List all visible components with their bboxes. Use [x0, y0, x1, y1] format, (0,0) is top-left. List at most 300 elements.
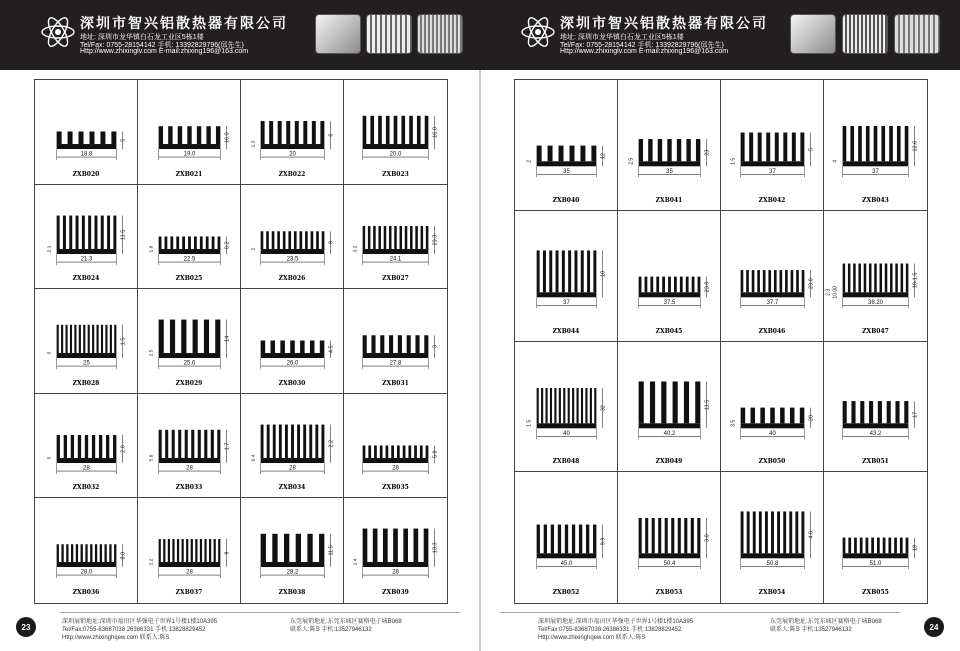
product-cell	[515, 342, 618, 473]
heatsink-base	[363, 458, 429, 463]
dimension-label: 2.5	[148, 349, 155, 357]
heatsink-fin	[650, 381, 655, 423]
product-cell	[241, 289, 344, 394]
heatsink-fin	[415, 226, 418, 249]
heatsink-fin	[380, 335, 384, 353]
heatsink-fin	[906, 263, 909, 292]
heatsink-fin	[261, 121, 265, 144]
heatsink-fin	[537, 146, 542, 162]
heatsink-base	[843, 423, 909, 428]
heatsink-fin	[204, 320, 209, 353]
product-code: ZXB033	[175, 484, 203, 492]
heatsink-base	[57, 353, 117, 358]
heatsink-fin	[104, 545, 106, 563]
heatsink-fin	[216, 126, 220, 144]
heatsink-fin	[405, 226, 408, 249]
heatsink-fin	[888, 538, 891, 554]
heatsink-fin	[586, 525, 589, 554]
product-code: ZXB040	[552, 196, 580, 204]
heatsink-fin	[305, 231, 308, 249]
heatsink-fin	[316, 231, 319, 249]
product-cell	[344, 498, 447, 603]
heatsink-fin	[426, 445, 429, 458]
dimension-label: 28	[186, 569, 193, 576]
heatsink-fin	[581, 387, 583, 422]
heatsink-fin	[363, 226, 366, 249]
heatsink-base	[537, 292, 597, 297]
heatsink-profile	[35, 80, 138, 185]
heatsink-fin	[765, 512, 768, 554]
heatsink-base	[261, 249, 325, 254]
heatsink-fin	[294, 231, 297, 249]
heatsink-fin	[671, 518, 674, 553]
heatsink-fin	[374, 445, 377, 458]
heatsink-fin	[680, 276, 683, 292]
heatsink-fin	[206, 126, 210, 144]
product-cell	[138, 289, 241, 394]
heatsink-base	[639, 554, 701, 559]
heatsink-profile	[35, 289, 138, 394]
heatsink-fin	[770, 407, 775, 423]
dimension-label: 24.1	[389, 256, 402, 263]
product-code: ZXB043	[862, 196, 889, 204]
heatsink-fin	[677, 139, 681, 161]
dimension-label: 25	[83, 360, 90, 367]
heatsink-profile	[241, 80, 344, 185]
product-cell	[35, 498, 138, 603]
heatsink-profile	[618, 472, 721, 603]
heatsink-fin	[871, 538, 874, 554]
heatsink-fin	[159, 539, 161, 562]
heatsink-base	[843, 292, 909, 297]
heatsink-fin	[665, 518, 668, 553]
heatsink-fin	[311, 231, 314, 249]
heatsink-fin	[85, 435, 88, 458]
product-code: ZXB054	[758, 589, 786, 596]
heatsink-fin	[785, 270, 788, 292]
heatsink-fin	[673, 381, 678, 423]
heatsink-fin	[658, 518, 661, 553]
heatsink-fin	[295, 121, 299, 144]
atom-logo-icon	[40, 14, 76, 50]
heatsink-fin	[214, 539, 216, 562]
heatsink-fin	[300, 341, 305, 354]
heatsink-fin	[191, 430, 194, 458]
heatsink-fin	[363, 529, 368, 562]
heatsink-fin	[79, 325, 81, 353]
header-web: Http://www.zhixinglv.com E-mail:zhixing196@163.com	[80, 48, 249, 55]
dimension-label: 20	[808, 414, 815, 421]
product-code: ZXB020	[72, 170, 100, 178]
heatsink-fin	[69, 215, 72, 248]
heatsink-profile	[35, 185, 138, 290]
heatsink-fin	[800, 133, 804, 162]
product-code: ZXB027	[382, 275, 409, 283]
product-code: ZXB026	[278, 275, 306, 283]
product-code: ZXB048	[552, 458, 580, 466]
heatsink-fin	[218, 539, 220, 562]
heatsink-fin	[590, 387, 592, 422]
heatsink-base	[639, 292, 701, 297]
heatsink-base	[261, 458, 325, 463]
heatsink-fin	[410, 226, 413, 249]
heatsink-fin	[320, 341, 325, 354]
heatsink-fin	[273, 424, 276, 457]
heatsink-profile	[241, 394, 344, 499]
heatsink-profile	[721, 342, 824, 473]
product-code: ZXB030	[278, 379, 306, 387]
heatsink-fin	[321, 424, 324, 457]
heatsink-fin	[783, 133, 787, 162]
heatsink-fin	[866, 538, 869, 554]
dimension-label: 19	[912, 545, 919, 552]
heatsink-fin	[686, 139, 690, 161]
heatsink-fin	[310, 341, 315, 354]
dimension-label: 5	[46, 351, 53, 355]
heatsink-fin	[100, 545, 102, 563]
product-cell	[515, 211, 618, 342]
heatsink-profile	[138, 80, 241, 185]
product-cell	[721, 342, 824, 473]
heatsink-fin	[277, 231, 280, 249]
product-code: ZXB046	[758, 327, 786, 335]
product-cell	[138, 80, 241, 185]
heatsink-fin	[662, 276, 665, 292]
heatsink-fin	[869, 263, 872, 292]
product-cell	[618, 80, 721, 211]
dimension-label: 2.8	[120, 445, 127, 453]
heatsink-profile	[344, 394, 447, 499]
dimension-label: 35	[666, 168, 673, 175]
heatsink-fin	[61, 325, 63, 353]
dimension-label: 4	[832, 159, 839, 163]
company-name: 深圳市智兴铝散热器有限公司	[80, 16, 288, 32]
heatsink-fin	[692, 276, 695, 292]
heatsink-fin	[757, 270, 760, 292]
heatsink-fin	[394, 226, 397, 249]
heatsink-base	[741, 423, 805, 428]
heatsink-base	[159, 458, 221, 463]
heatsink-fin	[900, 538, 903, 554]
product-cell	[344, 289, 447, 394]
heatsink-fin	[537, 525, 540, 554]
heatsink-fin	[266, 231, 269, 249]
heatsink-photo	[842, 14, 888, 54]
heatsink-base	[363, 562, 429, 567]
heatsink-fin	[695, 381, 700, 423]
heatsink-fin	[869, 401, 873, 423]
dimension-label: 17	[912, 411, 919, 418]
heatsink-fin	[696, 139, 700, 161]
heatsink-base	[57, 144, 117, 149]
heatsink-base	[159, 353, 221, 358]
footer-divider	[60, 612, 460, 613]
heatsink-fin	[574, 250, 577, 292]
dimension-label: 2.5	[628, 157, 635, 165]
heatsink-fin	[760, 407, 765, 423]
heatsink-fin	[674, 276, 677, 292]
dimension-label: 14	[224, 335, 231, 343]
heatsink-fin	[591, 146, 596, 162]
heatsink-fin	[200, 539, 202, 562]
heatsink-fin	[639, 381, 644, 423]
product-code: ZXB035	[382, 484, 409, 492]
heatsink-fin	[81, 545, 83, 563]
product-code: ZXB038	[278, 588, 306, 596]
product-cell	[35, 289, 138, 394]
heatsink-fin	[285, 424, 288, 457]
heatsink-fin	[537, 250, 540, 292]
dimension-label: 1.8	[148, 245, 155, 253]
heatsink-fin	[401, 116, 405, 144]
heatsink-fin	[559, 387, 561, 422]
heatsink-fin	[368, 445, 371, 458]
heatsink-fin	[413, 529, 418, 562]
heatsink-fin	[758, 133, 762, 162]
heatsink-photo	[894, 14, 940, 54]
heatsink-fin	[280, 341, 285, 354]
dimension-label: 3.5	[730, 419, 737, 427]
heatsink-fin	[594, 387, 596, 422]
product-cell	[241, 394, 344, 499]
heatsink-fin	[278, 121, 282, 144]
product-cell	[721, 472, 824, 603]
heatsink-photo	[315, 14, 361, 54]
heatsink-fin	[650, 276, 653, 292]
product-code: ZXB023	[382, 170, 409, 178]
heatsink-fin	[186, 539, 188, 562]
heatsink-fin	[391, 445, 394, 458]
product-cell	[618, 472, 721, 603]
product-cell	[721, 211, 824, 342]
heatsink-fin	[843, 126, 847, 161]
heatsink-fin	[76, 545, 78, 563]
heatsink-fin	[697, 518, 700, 553]
dimension-label: 19.0	[183, 151, 196, 158]
heatsink-fin	[543, 250, 546, 292]
heatsink-fin	[105, 325, 107, 353]
heatsink-fin	[188, 236, 191, 249]
heatsink-fin	[763, 270, 766, 292]
heatsink-fin	[424, 529, 429, 562]
heatsink-fin	[204, 430, 207, 458]
heatsink-fin	[889, 126, 893, 161]
page-header	[0, 0, 480, 70]
heatsink-fin	[386, 445, 389, 458]
heatsink-fin	[848, 263, 851, 292]
heatsink-base	[537, 161, 597, 166]
heatsink-fin	[380, 445, 383, 458]
heatsink-fin	[587, 250, 590, 292]
heatsink-fin	[581, 250, 584, 292]
heatsink-fin	[843, 263, 846, 292]
heatsink-profile	[515, 80, 618, 211]
heatsink-fin	[74, 325, 76, 353]
heatsink-fin	[580, 146, 585, 162]
heatsink-fin	[378, 226, 381, 249]
heatsink-fin	[537, 387, 539, 422]
heatsink-fin	[291, 424, 294, 457]
heatsink-fin	[741, 133, 745, 162]
heatsink-fin	[572, 525, 575, 554]
heatsink-fin	[71, 545, 73, 563]
product-code: ZXB037	[175, 588, 203, 596]
heatsink-fin	[88, 325, 90, 353]
heatsink-fin	[261, 341, 266, 354]
heatsink-fin	[747, 512, 750, 554]
heatsink-profile	[344, 185, 447, 290]
product-cell	[138, 185, 241, 290]
heatsink-fin	[178, 430, 181, 458]
heatsink-fin	[383, 529, 388, 562]
heatsink-fin	[752, 270, 755, 292]
product-cell	[824, 211, 927, 342]
heatsink-fin	[191, 539, 193, 562]
product-grid	[34, 79, 448, 604]
heatsink-fin	[113, 435, 116, 458]
heatsink-profile	[721, 80, 824, 211]
product-code: ZXB042	[758, 196, 786, 204]
dimension-label: 16.0	[224, 132, 231, 143]
dimension-label: 32	[600, 404, 607, 411]
product-code: ZXB049	[655, 458, 683, 466]
dimension-label: 20	[289, 151, 296, 158]
product-code: ZXB050	[758, 458, 786, 466]
heatsink-fin	[568, 387, 570, 422]
heatsink-fin	[550, 387, 552, 422]
dimension-label: 5	[46, 456, 53, 460]
heatsink-profile	[515, 211, 618, 342]
dimension-label: 5	[808, 147, 815, 151]
heatsink-fin	[209, 539, 211, 562]
heatsink-fin	[100, 131, 105, 144]
heatsink-base	[57, 562, 117, 567]
product-grid	[514, 79, 928, 604]
heatsink-fin	[866, 126, 870, 161]
product-code: ZXB055	[862, 589, 889, 596]
heatsink-fin	[684, 381, 689, 423]
heatsink-fin	[82, 215, 85, 248]
footer-text: 深圳展销地址:深圳市福田区华强电子世界1号楼1楼10A395	[62, 619, 218, 625]
dimension-label: 1.5	[730, 157, 737, 165]
heatsink-fin	[851, 401, 855, 423]
dimension-label: 40	[563, 430, 570, 437]
heatsink-fin	[261, 424, 264, 457]
heatsink-profile	[241, 289, 344, 394]
product-cell	[35, 394, 138, 499]
heatsink-fin	[307, 534, 312, 562]
company-name: 深圳市智兴铝散热器有限公司	[560, 16, 768, 32]
heatsink-fin	[92, 325, 94, 353]
heatsink-fin	[303, 121, 307, 144]
heatsink-fin	[363, 335, 367, 353]
heatsink-profile	[618, 80, 721, 211]
heatsink-fin	[658, 139, 662, 161]
heatsink-fin	[172, 539, 174, 562]
product-code: ZXB021	[175, 170, 203, 178]
product-code: ZXB036	[72, 588, 100, 596]
heatsink-fin	[312, 121, 316, 144]
heatsink-fin	[559, 146, 564, 162]
heatsink-fin	[639, 518, 642, 553]
heatsink-fin	[370, 116, 374, 144]
heatsink-fin	[218, 236, 221, 249]
heatsink-fin	[864, 263, 867, 292]
footer-text: Http://www.zhixinghqew.com 联系人:陈S	[538, 635, 646, 641]
heatsink-fin	[95, 545, 97, 563]
heatsink-fin	[315, 424, 318, 457]
heatsink-base	[159, 249, 221, 254]
heatsink-fin	[874, 263, 877, 292]
heatsink-fin	[61, 545, 63, 563]
heatsink-profile	[138, 394, 241, 499]
footer-text: 深圳展销地址:深圳市福田区华强电子世界1号楼1楼10A395	[538, 619, 694, 625]
product-code: ZXB029	[175, 379, 203, 387]
dimension-label: 40	[769, 430, 776, 437]
heatsink-profile	[344, 80, 447, 185]
heatsink-fin	[85, 545, 87, 563]
heatsink-fin	[187, 126, 191, 144]
dimension-label: 11.5	[120, 229, 127, 240]
product-code: ZXB031	[382, 379, 409, 387]
dimension-label: 6.4	[250, 454, 257, 462]
heatsink-fin	[159, 320, 164, 353]
heatsink-fin	[322, 231, 325, 249]
product-cell	[824, 80, 927, 211]
heatsink-fin	[206, 236, 209, 249]
heatsink-profile	[344, 289, 447, 394]
heatsink-fin	[860, 401, 864, 423]
heatsink-base	[843, 161, 909, 166]
heatsink-fin	[777, 512, 780, 554]
dimension-label: 28	[392, 465, 399, 472]
header-web: Http://www.zhixinglv.com E-mail:zhixing196@163.com	[560, 48, 729, 55]
dimension-label: 6.2	[224, 241, 231, 249]
heatsink-fin	[57, 545, 59, 563]
product-cell	[824, 472, 927, 603]
heatsink-base	[537, 423, 597, 428]
dimension-label: 1.5	[526, 419, 533, 427]
heatsink-fin	[656, 276, 659, 292]
dimension-label: 23.3	[432, 234, 439, 245]
heatsink-fin	[853, 263, 856, 292]
dimension-label: 43.2	[869, 430, 882, 437]
heatsink-profile	[824, 472, 927, 603]
heatsink-fin	[194, 236, 197, 249]
dimension-label: 2.2	[328, 439, 335, 448]
heatsink-fin	[163, 539, 165, 562]
heatsink-fin	[272, 231, 275, 249]
product-code: ZXB028	[72, 379, 100, 387]
dimension-label: 35	[563, 168, 570, 175]
heatsink-fin	[563, 387, 565, 422]
heatsink-fin	[267, 424, 270, 457]
heatsink-fin	[101, 215, 104, 248]
heatsink-fin	[57, 131, 62, 144]
heatsink-photo	[417, 14, 463, 54]
heatsink-profile	[618, 211, 721, 342]
heatsink-fin	[572, 387, 574, 422]
heatsink-base	[57, 458, 117, 463]
heatsink-fin	[286, 121, 290, 144]
dimension-label: 50.8	[766, 561, 779, 568]
footer-text: 联系人:陈S 手机:13527946132	[770, 627, 852, 633]
heatsink-fin	[678, 518, 681, 553]
heatsink-base	[261, 353, 325, 358]
heatsink-fin	[113, 215, 116, 248]
heatsink-fin	[858, 263, 861, 292]
heatsink-profile	[344, 498, 447, 603]
